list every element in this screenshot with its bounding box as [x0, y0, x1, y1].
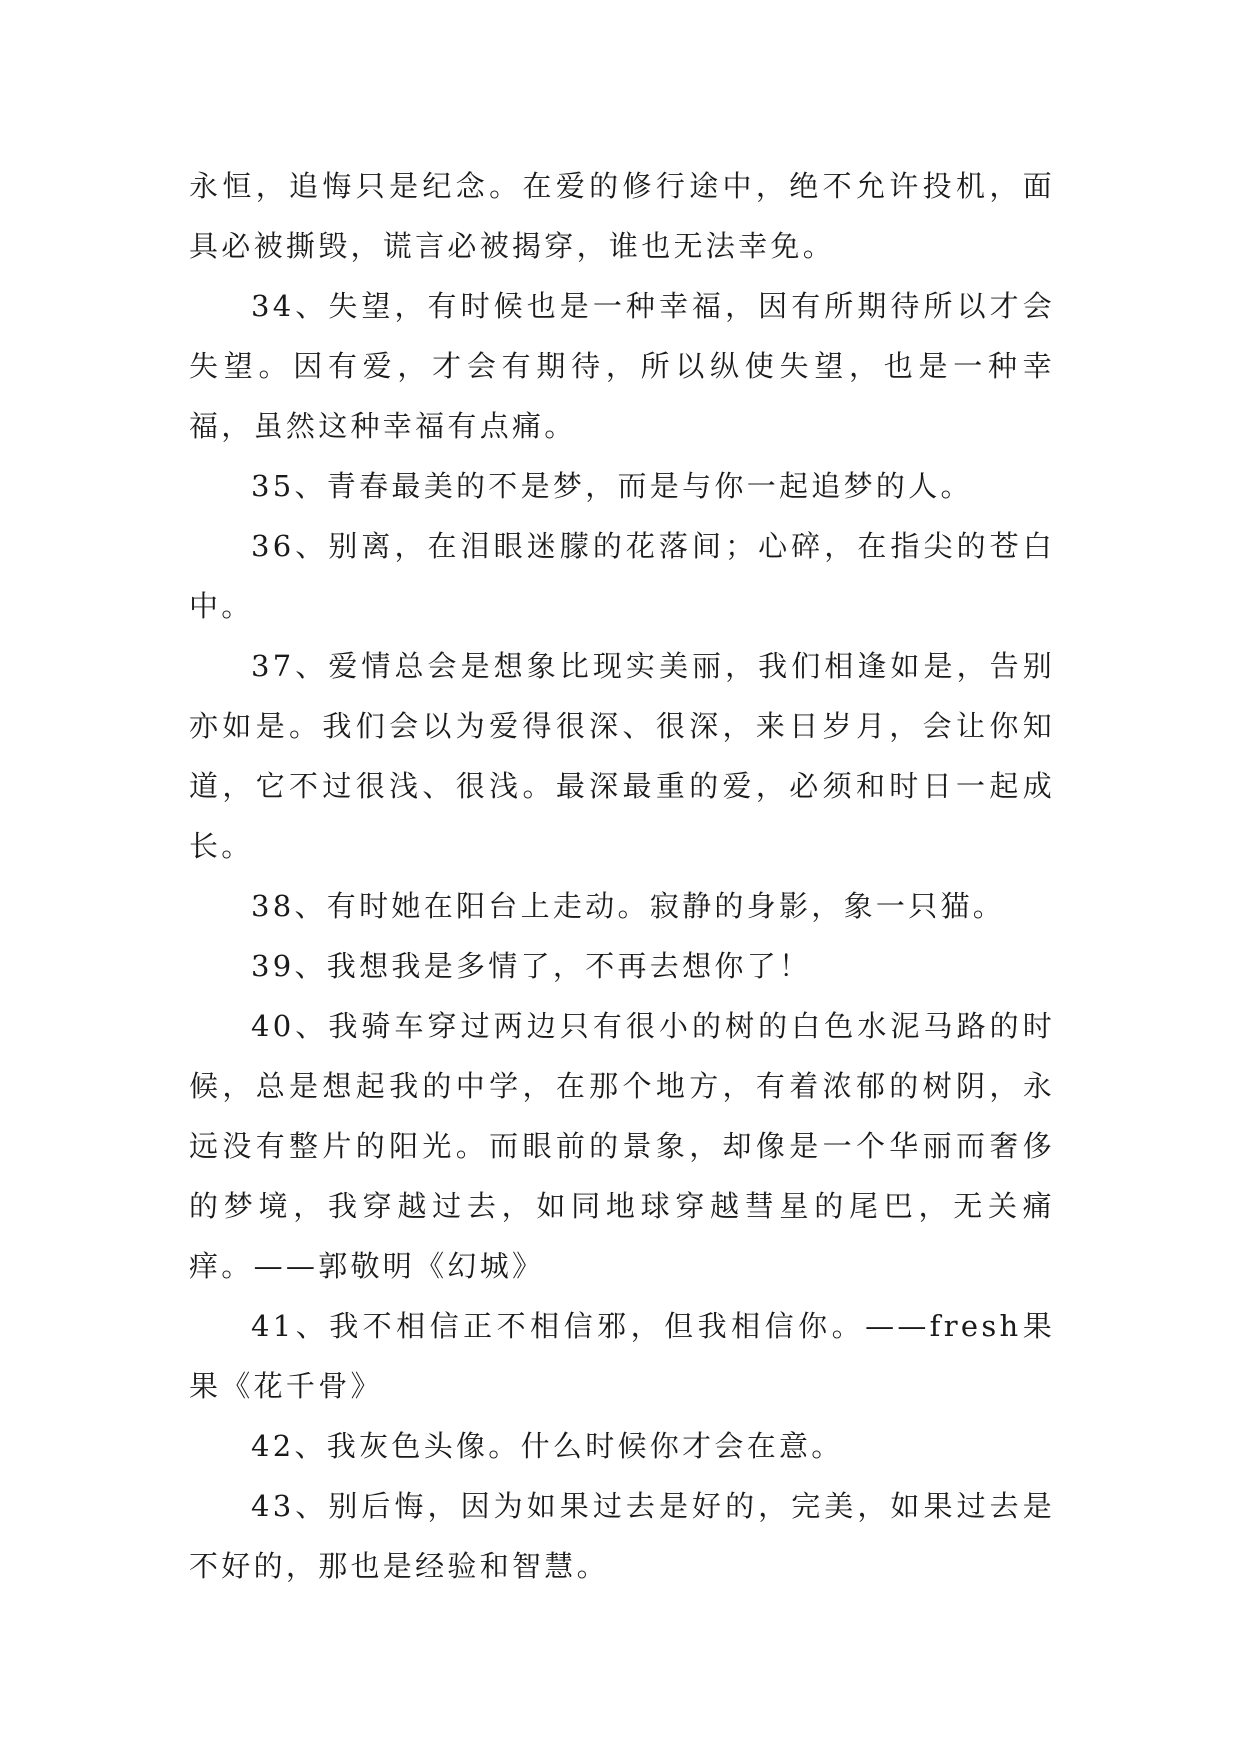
paragraph-37: 37、爱情总会是想象比现实美丽，我们相逢如是，告别亦如是。我们会以为爱得很深、很深，来日岁月，会让你知道，它不过很浅、很浅。最深最重的爱，必须和时日一起成长。 [189, 649, 1055, 863]
paragraph-35: 35、青春最美的不是梦，而是与你一起追梦的人。 [251, 469, 973, 503]
paragraph-36: 36、别离，在泪眼迷朦的花落间；心碎，在指尖的苍白中。 [189, 529, 1055, 623]
paragraph-39: 39、我想我是多情了，不再去想你了！ [251, 949, 812, 983]
paragraph-40: 40、我骑车穿过两边只有很小的树的白色水泥马路的时候，总是想起我的中学，在那个地方，有着浓郁的树阴，永远没有整片的阳光。而眼前的景象，却像是一个华丽而奢侈的梦境，我穿越过去，如同地球穿越彗星的尾巴，无关痛痒。——郭敬明《幻城》 [189, 1009, 1055, 1283]
paragraph-34: 34、失望，有时候也是一种幸福，因有所期待所以才会失望。因有爱，才会有期待，所以纵使失望，也是一种幸福，虽然这种幸福有点痛。 [189, 289, 1055, 443]
paragraph-42: 42、我灰色头像。什么时候你才会在意。 [251, 1429, 844, 1463]
document-page [189, 156, 1055, 1596]
paragraph-38: 38、有时她在阳台上走动。寂静的身影，象一只猫。 [251, 889, 1006, 923]
paragraph-continuation: 永恒，追悔只是纪念。在爱的修行途中，绝不允许投机，面具必被撕毁，谎言必被揭穿，谁也无法幸免。 [189, 169, 1055, 263]
paragraph-41: 41、我不相信正不相信邪，但我相信你。——fresh果果《花千骨》 [189, 1309, 1055, 1403]
paragraph-43: 43、别后悔，因为如果过去是好的，完美，如果过去是不好的，那也是经验和智慧。 [189, 1489, 1055, 1583]
